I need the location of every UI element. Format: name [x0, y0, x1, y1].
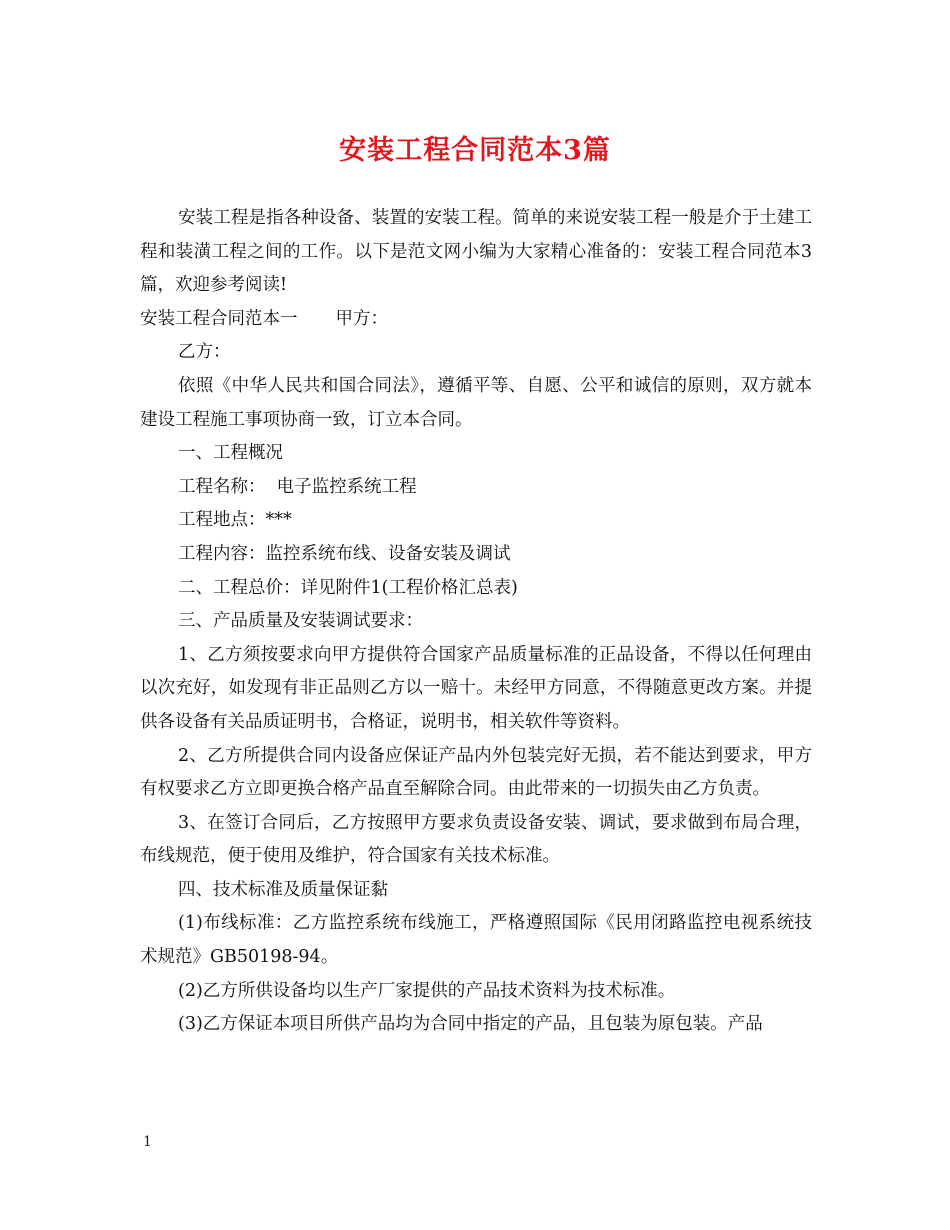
document-body — [140, 202, 812, 1042]
project-site-line: 工程地点：*** — [178, 510, 292, 531]
section-2-heading: 二、工程总价：详见附件1(工程价格汇总表) — [178, 577, 518, 598]
contract-heading: 安装工程合同范本一 — [140, 308, 298, 329]
project-name-line: 工程名称： 电子监控系统工程 — [178, 476, 417, 497]
preamble-paragraph: 依照《中华人民共和国合同法》，遵循平等、自愿、公平和诚信的原则，双方就本建设工程施工事项协商一致，订立本合同。 — [140, 375, 812, 430]
party-b-label: 乙方： — [178, 342, 231, 363]
intro-paragraph: 安装工程是指各种设备、装置的安装工程。简单的来说安装工程一般是介于土建工程和装潢工程之间的工作。以下是范文网小编为大家精心准备的：安装工程合同范本3篇，欢迎参考阅读! — [140, 208, 812, 296]
section-1-heading: 一、工程概况 — [178, 443, 283, 464]
project-content-line: 工程内容：监控系统布线、设备安装及调试 — [178, 543, 511, 564]
section-4-heading: 四、技术标准及质量保证黏 — [178, 879, 388, 900]
standard-2-paragraph: (2)乙方所供设备均以生产厂家提供的产品技术资料为技术标准。 — [178, 980, 676, 1001]
party-a-label: 甲方： — [335, 308, 388, 329]
clause-1-paragraph: 1、乙方须按要求向甲方提供符合国家产品质量标准的正品设备，不得以任何理由以次充好，如发现有非正品则乙方以一赔十。未经甲方同意，不得随意更改方案。并提供各设备有关品质证明书，合格证，说明书，相关软件等资料。 — [140, 644, 812, 732]
contract-heading-line — [140, 303, 812, 337]
clause-3-paragraph: 3、在签订合同后，乙方按照甲方要求负责设备安装、调试，要求做到布局合理，布线规范，便于使用及维护，符合国家有关技术标准。 — [140, 812, 812, 867]
section-3-heading: 三、产品质量及安装调试要求： — [178, 611, 423, 632]
document-title: 安装工程合同范本3篇 — [339, 135, 611, 166]
standard-3-paragraph: (3)乙方保证本项目所供产品均为合同中指定的产品，且包装为原包装。产品 — [178, 1014, 763, 1035]
clause-2-paragraph: 2、乙方所提供合同内设备应保证产品内外包装完好无损，若不能达到要求，甲方有权要求乙方立即更换合格产品直至解除合同。由此带来的一切损失由乙方负责。 — [140, 745, 812, 800]
page-number: 1 — [143, 1134, 152, 1150]
standard-1-paragraph: (1)布线标准：乙方监控系统布线施工，严格遵照国际《民用闭路监控电视系统技术规范》GB50198-94。 — [140, 913, 812, 968]
